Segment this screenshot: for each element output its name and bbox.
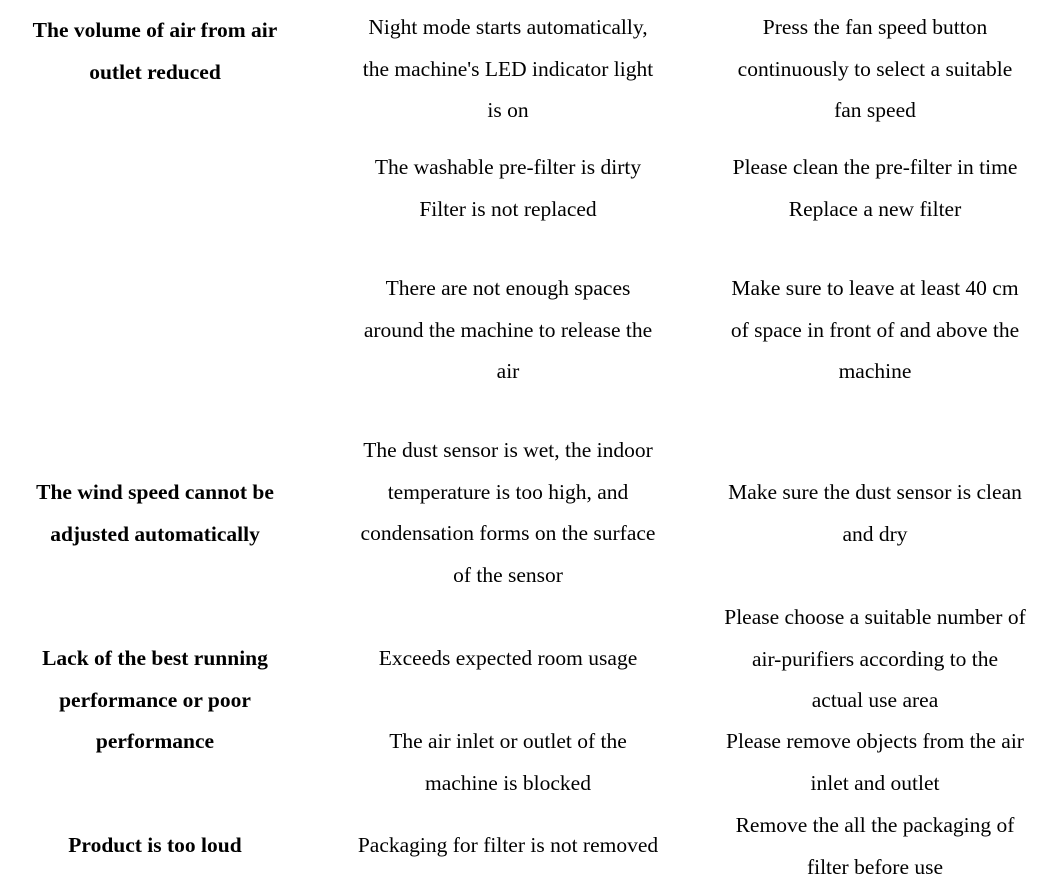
problem-text: Lack of the best running [42, 646, 268, 670]
cause-text: of the sensor [453, 562, 563, 587]
problem-text: performance or poor [59, 687, 251, 712]
cause-text: The dust sensor is wet, the indoor [363, 438, 653, 462]
problem-cell-poor-performance [0, 638, 310, 763]
solution-text: Please choose a suitable number of [724, 605, 1026, 629]
solution-cell-leave-space [700, 268, 1050, 393]
solution-cell-remove-packaging [700, 805, 1050, 888]
solution-text: Make sure to leave at least 40 cm [731, 276, 1019, 300]
solution-text: and dry [842, 521, 908, 546]
cause-cell-dirty-filter [330, 147, 686, 230]
cause-cell-wet-dust-sensor [330, 430, 686, 596]
cause-text: the machine's LED indicator light [362, 56, 654, 81]
cause-text: Night mode starts automatically, [368, 15, 648, 39]
solution-text: Replace a new filter [788, 196, 962, 221]
solution-text: continuously to select a suitable [737, 56, 1013, 81]
cause-text: The air inlet or outlet of the [389, 729, 627, 753]
solution-text: filter before use [806, 854, 944, 879]
problem-text: Product is too loud [68, 833, 242, 857]
problem-text: performance [95, 729, 215, 753]
cause-text: Packaging for filter is not removed [357, 833, 659, 857]
solution-text: machine [838, 359, 912, 383]
problem-cell-wind-speed-not-auto [0, 472, 310, 555]
cause-text: There are not enough spaces [385, 276, 631, 300]
cause-text: The washable pre-filter is dirty [374, 155, 642, 179]
solution-cell-clean-filter [700, 147, 1050, 230]
problem-text: outlet reduced [89, 59, 221, 84]
cause-text: air [496, 359, 520, 383]
cause-cell-not-enough-space [330, 268, 686, 393]
solution-cell-fan-speed [700, 7, 1050, 132]
solution-text: Please remove objects from the air [726, 729, 1024, 753]
problem-cell-air-volume-reduced [0, 10, 310, 93]
cause-cell-night-mode [330, 7, 686, 132]
cause-cell-blocked-inlet [330, 721, 686, 804]
solution-text: of space in front of and above the [730, 317, 1020, 342]
solution-text: Remove the all the packaging of [735, 813, 1015, 837]
cause-cell-packaging [330, 825, 686, 867]
problem-text: adjusted automatically [50, 521, 260, 546]
solution-text: fan speed [834, 98, 916, 122]
solution-cell-remove-objects [700, 721, 1050, 804]
cause-text: around the machine to release the [363, 317, 653, 342]
cause-text: temperature is too high, and [387, 479, 629, 504]
solution-text: air-purifiers according to the [751, 646, 999, 671]
problem-cell-too-loud [0, 825, 310, 867]
solution-text: Press the fan speed button [762, 15, 988, 39]
problem-text: The wind speed cannot be [36, 480, 274, 504]
problem-text: The volume of air from air [32, 18, 278, 42]
cause-text: machine is blocked [425, 770, 591, 795]
cause-text: Filter is not replaced [419, 196, 597, 221]
solution-cell-dry-sensor [700, 472, 1050, 555]
solution-text: Make sure the dust sensor is clean [728, 480, 1022, 504]
cause-text: Exceeds expected room usage [378, 646, 638, 670]
solution-text: inlet and outlet [810, 770, 940, 795]
solution-text: actual use area [811, 688, 939, 712]
cause-text: is on [487, 98, 529, 122]
cause-text: condensation forms on the surface [360, 521, 656, 545]
solution-text: Please clean the pre-filter in time [732, 155, 1018, 179]
solution-cell-number-of-purifiers [700, 597, 1050, 722]
cause-cell-room-usage [330, 638, 686, 680]
